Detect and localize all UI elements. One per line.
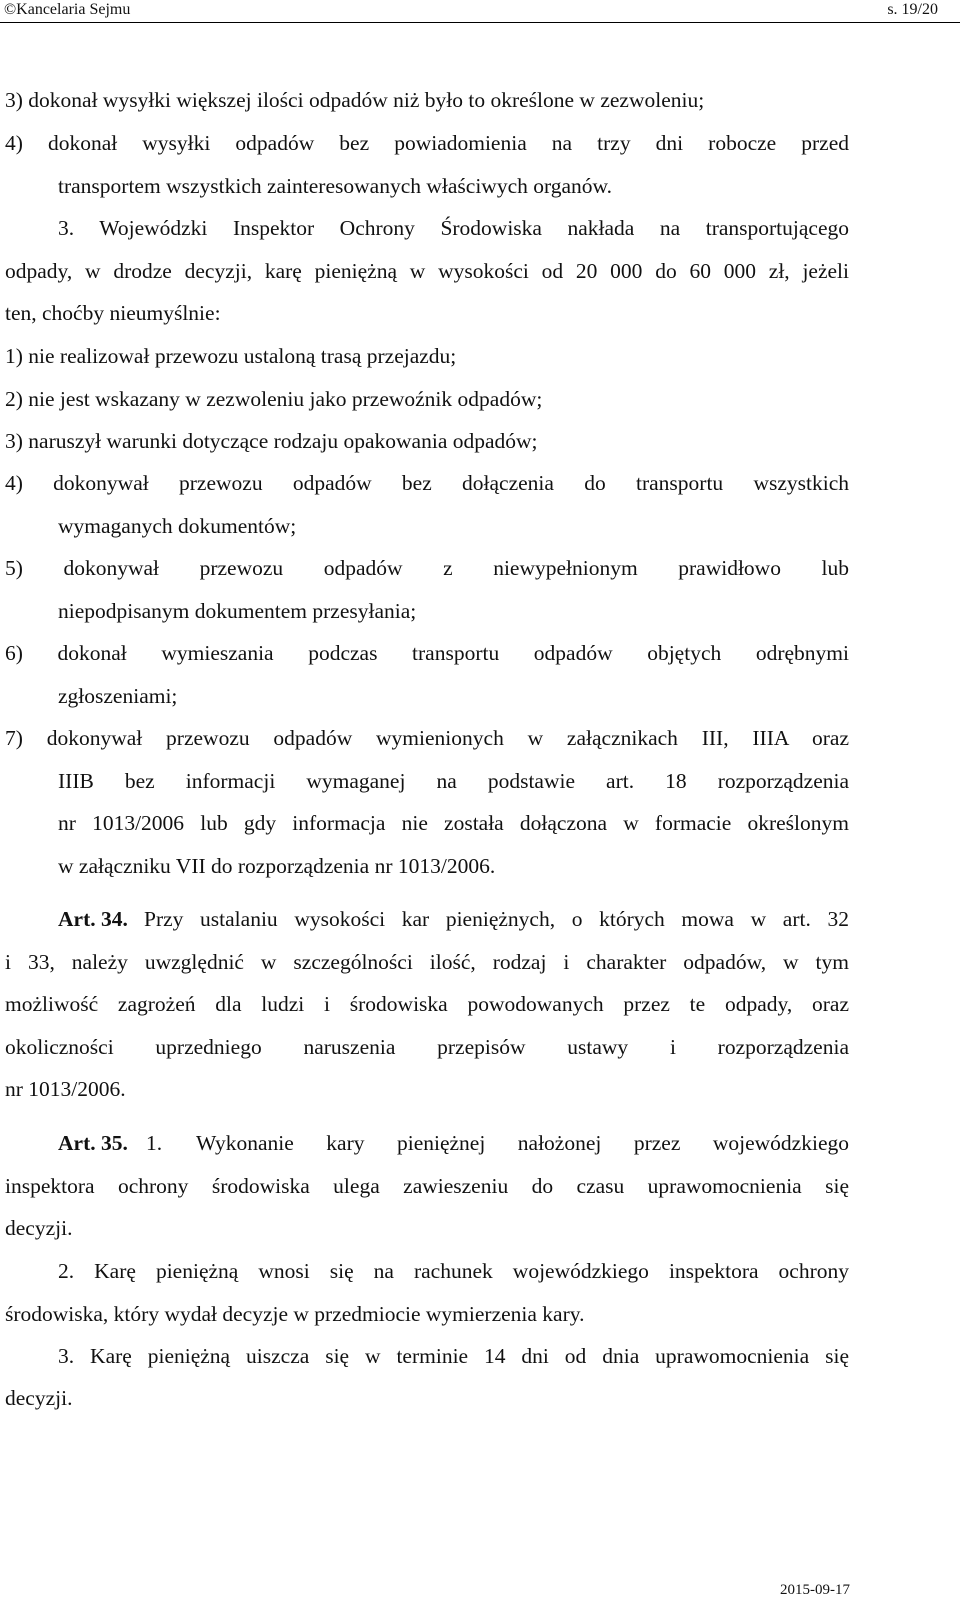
article-34-label: Art. 34. xyxy=(58,907,128,931)
page-number: s. 19/20 xyxy=(887,1,938,18)
text-line: wymaganych dokumentów; xyxy=(58,514,297,538)
page-header xyxy=(0,0,960,23)
text-line: odpady, w drodze decyzji, karę pieniężną w wysokości od 20 000 do 60 000 zł, jeżeli xyxy=(5,259,849,283)
text-line: 3. Wojewódzki Inspektor Ochrony Środowiska nakłada na transportującego xyxy=(58,216,849,240)
text-line: środowiska, który wydał decyzje w przedmiocie wymierzenia kary. xyxy=(5,1302,585,1326)
text-line: 1) nie realizował przewozu ustaloną trasą przejazdu; xyxy=(5,344,457,368)
text-line: ten, choćby nieumyślnie: xyxy=(5,301,221,325)
text-line: IIIB bez informacji wymaganej na podstawie art. 18 rozporządzenia xyxy=(58,769,849,793)
text-line: transportem wszystkich zainteresowanych właściwych organów. xyxy=(58,174,613,198)
text-line: nr 1013/2006. xyxy=(5,1077,126,1101)
text-line: 7) dokonywał przewozu odpadów wymienionych w załącznikach III, IIIA oraz xyxy=(5,726,849,750)
text-line: 1. xyxy=(146,1131,163,1155)
text-line: 2. Karę pieniężną wnosi się na rachunek wojewódzkiego inspektora ochrony xyxy=(58,1259,849,1283)
text-line: 6) dokonał wymieszania podczas transportu odpadów objętych odrębnymi xyxy=(5,641,849,665)
text-line: zgłoszeniami; xyxy=(58,684,178,708)
text-line: i 33, należy uwzględnić w szczególności ilość, rodzaj i charakter odpadów, w tym xyxy=(5,950,849,974)
text-line: 3) dokonał wysyłki większej ilości odpadów niż było to określone w zezwoleniu; xyxy=(5,88,705,112)
text-line: 3. Karę pieniężną uiszcza się w terminie 14 dni od dnia uprawomocnienia się xyxy=(58,1344,849,1368)
text-line: niepodpisanym dokumentem przesyłania; xyxy=(58,599,417,623)
text-line: możliwość zagrożeń dla ludzi i środowiska powodowanych przez te odpady, oraz xyxy=(5,992,849,1016)
text-line: inspektora ochrony środowiska ulega zawieszeniu do czasu uprawomocnienia się xyxy=(5,1174,849,1198)
text-line: 5) dokonywał przewozu odpadów z niewypełnionym prawidłowo lub xyxy=(5,556,849,580)
footer-date: 2015-09-17 xyxy=(780,1582,850,1598)
text-line: decyzji. xyxy=(5,1216,73,1240)
article-35-label: Art. 35. xyxy=(58,1131,128,1155)
text-line: okoliczności uprzedniego naruszenia przepisów ustawy i rozporządzenia xyxy=(5,1035,849,1059)
text-line: 2) nie jest wskazany w zezwoleniu jako przewoźnik odpadów; xyxy=(5,387,543,411)
text-line: nr 1013/2006 lub gdy informacja nie została dołączona w formacie określonym xyxy=(58,811,849,835)
text-line: 3) naruszył warunki dotyczące rodzaju opakowania odpadów; xyxy=(5,429,538,453)
copyright-label: ©Kancelaria Sejmu xyxy=(4,1,131,18)
text-line: 4) dokonywał przewozu odpadów bez dołączenia do transportu wszystkich xyxy=(5,471,849,495)
text-line: decyzji. xyxy=(5,1386,73,1410)
text-line: Wykonanie kary pieniężnej nałożonej przez wojewódzkiego xyxy=(196,1131,849,1155)
text-line: 4) dokonał wysyłki odpadów bez powiadomienia na trzy dni robocze przed xyxy=(5,131,849,155)
text-line: Przy ustalaniu wysokości kar pieniężnych, o których mowa w art. 32 xyxy=(144,907,849,931)
text-line: w załączniku VII do rozporządzenia nr 1013/2006. xyxy=(58,854,496,878)
